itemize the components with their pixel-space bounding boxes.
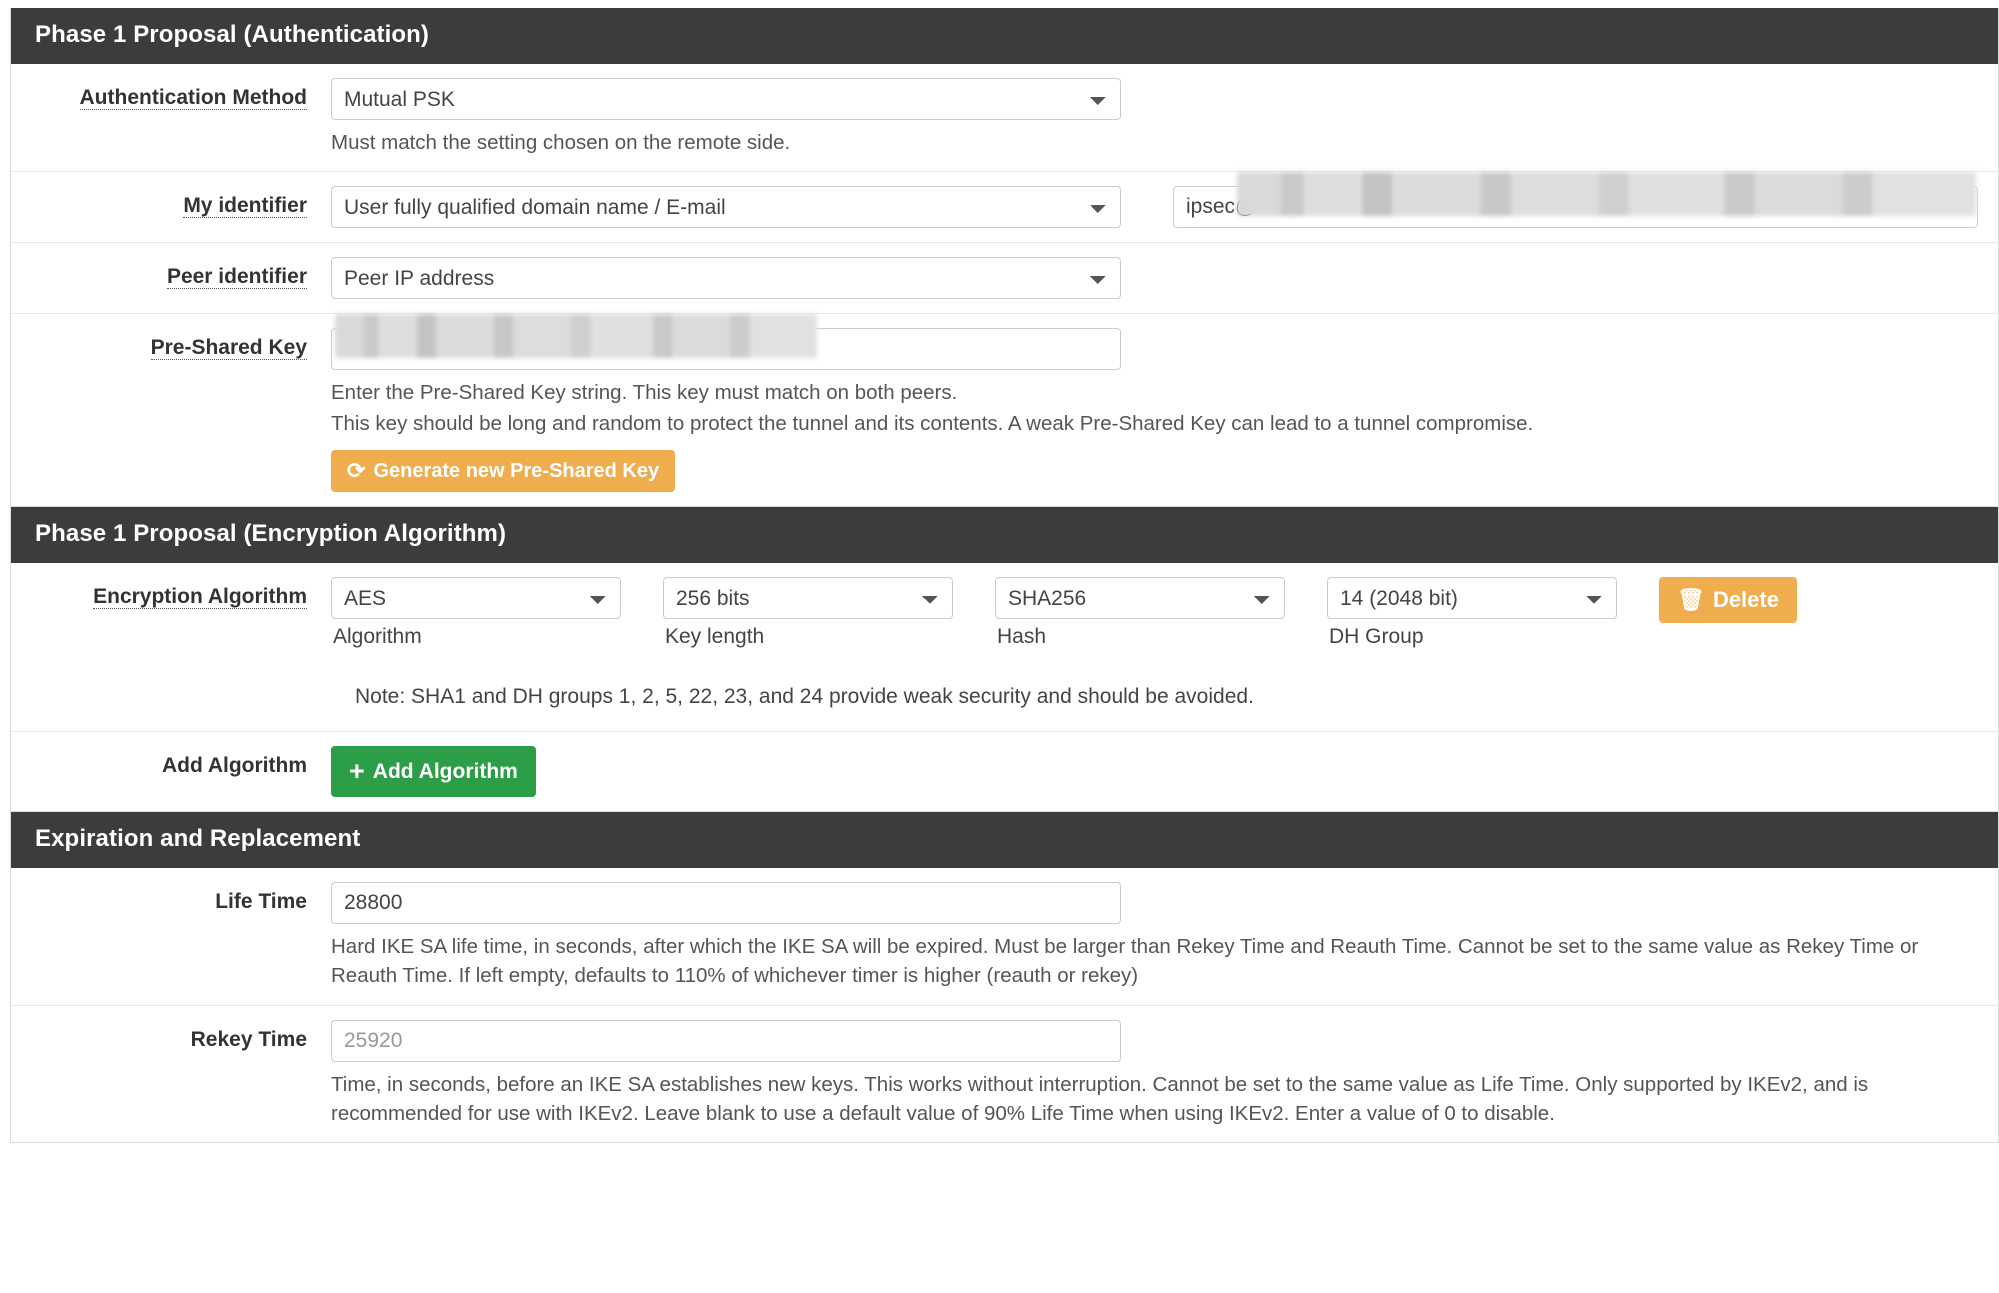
key-length-group [663,577,953,649]
delete-algorithm-button[interactable] [1659,577,1797,623]
select-authentication-method[interactable] [331,78,1121,120]
dh-group-group [1327,577,1617,649]
my-identifier-controls [331,186,1978,228]
label-pre-shared-key [11,328,331,360]
panel-title-expiration-replacement: Expiration and Replacement [11,812,1998,868]
label-rekey-time [11,1020,331,1052]
label-rekey-time-text: Rekey Time [190,1027,307,1051]
panel-title-phase1-authentication: Phase 1 Proposal (Authentication) [11,8,1998,64]
label-my-identifier [11,186,331,218]
panel-expiration-replacement [10,812,1999,1142]
label-life-time [11,882,331,914]
help-pre-shared-key-line2: This key should be long and random to protect the tunnel and its contents. A weak Pre-Shared Key can lead to a tunnel compromise. [331,412,1534,436]
caption-dh-group: DH Group [1329,625,1424,649]
field-rekey-time [331,1020,1998,1128]
select-peer-identifier-type[interactable] [331,257,1121,299]
help-life-time: Hard IKE SA life time, in seconds, after which the IKE SA will be expired. Must be larger than Rekey Time and Reauth Time. Cannot be set to the same value as Rekey Time or Reauth Time. If left empty, defaults to 110% of whichever timer is higher (reauth or rekey) [331,935,1919,988]
label-my-identifier-text: My identifier [183,194,307,218]
my-identifier-value-wrap [1173,186,1978,228]
caption-algorithm: Algorithm [333,625,422,649]
row-pre-shared-key [11,314,1998,506]
input-rekey-time[interactable] [331,1020,1121,1062]
field-my-identifier [331,186,1998,228]
label-encryption-algorithm-text: Encryption Algorithm [93,585,307,609]
row-rekey-time [11,1006,1998,1142]
select-my-identifier-type[interactable] [331,186,1121,228]
row-peer-identifier [11,243,1998,314]
row-encryption-note [11,663,1998,732]
panel-phase1-encryption [10,507,1999,812]
field-life-time [331,882,1998,990]
plus-icon: + [349,756,365,787]
generate-pre-shared-key-button-label: Generate new Pre-Shared Key [373,460,660,483]
help-pre-shared-key-line1: Enter the Pre-Shared Key string. This key must match on both peers. [331,381,958,405]
redaction-overlay-my-identifier [1237,172,1976,216]
select-hash[interactable] [995,577,1285,619]
row-add-algorithm [11,732,1998,811]
panel-title-phase1-encryption: Phase 1 Proposal (Encryption Algorithm) [11,507,1998,563]
label-pre-shared-key-text: Pre-Shared Key [150,336,307,360]
row-life-time [11,868,1998,1005]
field-peer-identifier [331,257,1998,299]
field-authentication-method [331,78,1998,157]
help-authentication-method: Must match the setting chosen on the remote side. [331,131,791,154]
refresh-icon: ⟳ [347,458,366,484]
row-my-identifier [11,172,1998,243]
trash-icon: 🗑 [1677,587,1705,613]
row-encryption-algorithm [11,563,1998,663]
label-authentication-method-text: Authentication Method [79,86,307,109]
caption-key-length: Key length [665,625,765,649]
panel-body-phase1-authentication [11,64,1998,506]
label-life-time-text: Life Time [215,890,307,914]
select-dh-group[interactable] [1327,577,1617,619]
generate-pre-shared-key-button[interactable] [331,450,675,492]
row-authentication-method [11,64,1998,172]
add-algorithm-button[interactable] [331,746,536,797]
panel-phase1-authentication [10,8,1999,507]
field-pre-shared-key [331,328,1998,492]
pre-shared-key-input-wrap [331,328,1121,370]
label-add-algorithm-text: Add Algorithm [161,754,307,778]
label-peer-identifier [11,257,331,289]
page-top-spacer [10,0,1999,8]
select-algorithm[interactable] [331,577,621,619]
caption-hash: Hash [997,625,1047,649]
redaction-overlay-pre-shared-key [335,314,817,358]
field-encryption-algorithm [331,577,1998,649]
label-peer-identifier-text: Peer identifier [166,265,307,289]
label-encryption-algorithm [11,577,331,609]
hash-group [995,577,1285,649]
panel-body-expiration-replacement [11,868,1998,1141]
select-key-length[interactable] [663,577,953,619]
delete-algorithm-group [1659,577,1797,623]
label-authentication-method [11,78,331,110]
delete-algorithm-button-label: Delete [1712,587,1779,613]
encryption-note-text: Note: SHA1 and DH groups 1, 2, 5, 22, 23, and 24 provide weak security and should be avoided. [355,685,1254,709]
panel-body-phase1-encryption [11,563,1998,811]
help-rekey-time: Time, in seconds, before an IKE SA establishes new keys. This works without interruption. Cannot be set to the same value as Life Time. Only supported by IKEv2, and is recommended for use with IKEv2. Leave blank to use a default value of 90% Life Time when using IKEv2. Enter a value of 0 to disable. [331,1072,1869,1125]
algorithm-group [331,577,621,649]
add-algorithm-button-label: Add Algorithm [372,760,518,784]
field-add-algorithm [331,746,1998,797]
encryption-algorithm-controls [331,577,1978,649]
label-add-algorithm [11,746,331,778]
input-life-time[interactable] [331,882,1121,924]
